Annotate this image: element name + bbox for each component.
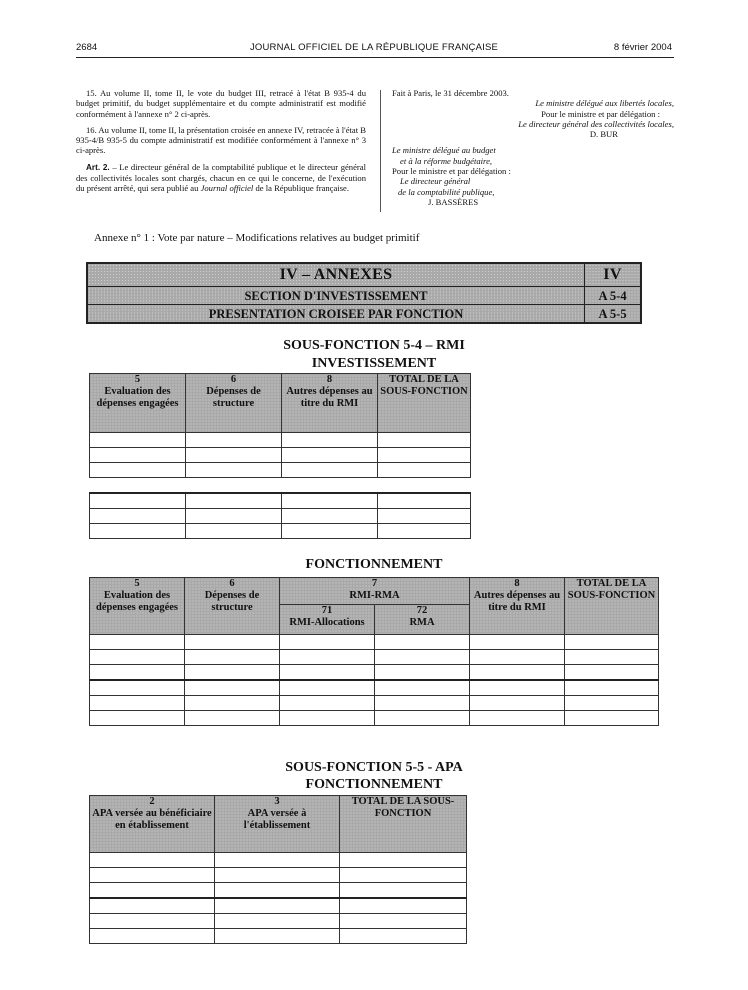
sous-fonction-5-5-title: SOUS-FONCTION 5-5 - APA — [285, 760, 463, 775]
directeur-collectivites: Le directeur général des collectivités locales, — [518, 118, 674, 129]
table-row — [90, 463, 471, 478]
table-row — [90, 929, 467, 944]
fonc-header-71: 71 RMI-Allocations — [280, 605, 375, 635]
apa-fonctionnement-title: FONCTIONNEMENT — [305, 777, 443, 792]
fonc-header-7: 7 RMI-RMA — [280, 578, 470, 605]
table-row — [90, 898, 467, 914]
signature-column — [392, 88, 674, 207]
apa-header-2: 2 APA versée au bénéficiaire en établissement — [90, 796, 215, 853]
table-row — [90, 914, 467, 929]
directeur-comptabilite-line2: de la comptabilité publique, — [398, 186, 495, 197]
ministre-budget-line1: Le ministre délégué au budget — [392, 145, 496, 156]
article-2-text: – Le directeur général de la comptabilité publique et le directeur général des collectivités locales sont chargés, chacun en ce qui le concerne, de l'exécution du présent arrêté, qui sera publié au — [76, 161, 366, 194]
ministre-budget-line2: et à la réforme budgétaire, — [400, 155, 493, 166]
table-row — [90, 696, 659, 711]
publication-date: 8 février 2004 — [613, 42, 672, 53]
table-row — [90, 883, 467, 899]
fonctionnement-title: FONCTIONNEMENT — [305, 557, 443, 572]
column-separator — [380, 90, 381, 212]
fonc-header-5: 5 Evaluation des dépenses engagées — [90, 578, 185, 635]
table-row — [90, 868, 467, 883]
table-row — [90, 853, 467, 868]
fonc-header-72: 72 RMA — [375, 605, 470, 635]
journal-officiel-ref: Journal officiel — [200, 183, 254, 194]
inv-header-total: TOTAL DE LA SOUS-FONCTION — [378, 374, 471, 433]
fonctionnement-table — [89, 577, 659, 726]
apa-header-3: 3 APA versée à l'établissement — [215, 796, 340, 853]
investissement-title: INVESTISSEMENT — [311, 356, 437, 371]
investissement-table — [89, 373, 471, 478]
table-row — [90, 448, 471, 463]
banner-code: IV — [585, 263, 642, 287]
annex-caption: Annexe n° 1 : Vote par nature – Modifications relatives au budget primitif — [94, 232, 420, 244]
investissement-table-2 — [89, 492, 471, 539]
table-row — [90, 524, 471, 539]
table-row — [90, 680, 659, 696]
apa-header-total: TOTAL DE LA SOUS-FONCTION — [340, 796, 467, 853]
table-row — [90, 711, 659, 726]
table-row — [90, 493, 471, 509]
annexes-banner — [86, 262, 642, 324]
fonc-header-6: 6 Dépenses de structure — [185, 578, 280, 635]
sous-fonction-5-4-title: SOUS-FONCTION 5-4 – RMI — [283, 338, 465, 353]
apa-table — [89, 795, 467, 944]
signature-basseres: J. BASSÈRES — [428, 196, 479, 207]
table-row — [90, 509, 471, 524]
article-2 — [76, 162, 366, 194]
table-row — [90, 650, 659, 665]
article-2-end: de la République française. — [253, 183, 349, 194]
pour-le-ministre-2: Pour le ministre et par délégation : — [392, 166, 511, 177]
banner-title: IV – ANNEXES — [87, 263, 585, 287]
banner-presentation: PRESENTATION CROISEE PAR FONCTION — [87, 305, 585, 324]
inv-header-5: 5 Evaluation des dépenses engagées — [90, 374, 186, 433]
fonc-header-8: 8 Autres dépenses au titre du RMI — [470, 578, 565, 635]
paragraph-15: 15. Au volume II, tome II, le vote du budget III, retracé à l'état B 935-4 du budget primitif, du budget supplémentaire et du compte administratif est modifié conformément à l'annexe n° 2 ci-après. — [76, 88, 366, 119]
banner-presentation-code: A 5-5 — [585, 305, 642, 324]
inv-header-6: 6 Dépenses de structure — [186, 374, 282, 433]
article-2-label: Art. 2. — [86, 162, 110, 172]
journal-title: JOURNAL OFFICIEL DE LA RÉPUBLIQUE FRANÇAISE — [249, 42, 499, 53]
page-header — [0, 42, 748, 56]
table-row — [90, 433, 471, 448]
signature-bur: D. BUR — [589, 129, 618, 140]
page-number: 2684 — [76, 42, 98, 53]
table-row — [90, 665, 659, 681]
header-rule — [76, 57, 674, 58]
fonc-header-total: TOTAL DE LA SOUS-FONCTION — [565, 578, 659, 635]
paragraph-16: 16. Au volume II, tome II, la présentation croisée en annexe IV, retracée à l'état B 935-4/B 935-5 du compte administratif est modifiée conformément à l'annexe n° 3 ci-après. — [76, 124, 366, 156]
pour-le-ministre-1: Pour le ministre et par délégation : — [541, 108, 660, 119]
table-row — [90, 635, 659, 650]
inv-header-8: 8 Autres dépenses au titre du RMI — [282, 374, 378, 433]
directeur-comptabilite-line1: Le directeur général — [400, 176, 471, 187]
left-text-column — [76, 88, 366, 200]
ministre-libertes: Le ministre délégué aux libertés locales, — [535, 98, 674, 109]
banner-section: SECTION D'INVESTISSEMENT — [87, 287, 585, 305]
banner-section-code: A 5-4 — [585, 287, 642, 305]
fait-a-paris: Fait à Paris, le 31 décembre 2003. — [392, 88, 509, 98]
